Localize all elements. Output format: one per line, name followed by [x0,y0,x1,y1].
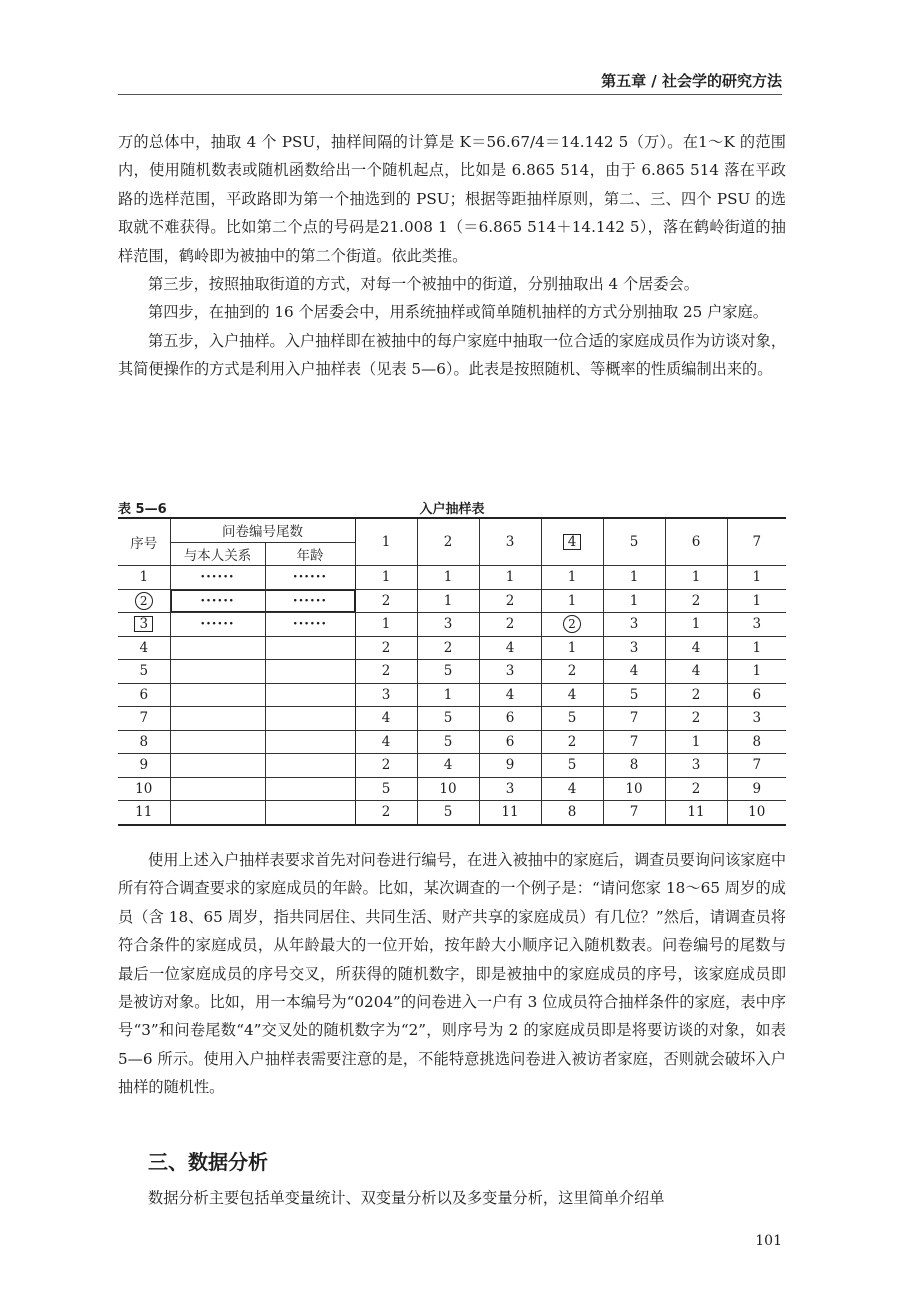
row-age: ······ [265,566,355,590]
random-number-cell: 1 [727,660,786,684]
random-number-cell: 6 [479,730,541,754]
random-number-cell: 5 [541,754,603,778]
header-age: 年龄 [265,542,355,566]
random-number-cell: 10 [727,801,786,825]
random-number-cell: 7 [603,801,665,825]
random-number-cell: 11 [479,801,541,825]
random-number-cell: 3 [479,660,541,684]
random-number-cell: 1 [355,566,417,590]
column-header: 2 [417,518,479,566]
row-age: ······ [265,589,355,613]
random-number-cell: 8 [603,754,665,778]
table-row [118,613,786,637]
row-seq: 9 [118,754,170,778]
header-seq: 序号 [118,518,170,566]
random-number-cell: 3 [727,707,786,731]
random-number-cell: 4 [665,660,727,684]
column-header-highlighted: 4 [541,518,603,566]
row-relation: ······ [170,566,265,590]
random-number-cell: 5 [417,707,479,731]
random-number-cell: 1 [417,683,479,707]
random-number-cell: 6 [727,683,786,707]
paragraph: 第四步，在抽到的 16 个居委会中，用系统抽样或简单随机抽样的方式分别抽取 25 户家庭。 [148,303,768,322]
household-sampling-table [118,517,786,826]
random-number-cell: 5 [417,801,479,825]
row-seq: 7 [118,707,170,731]
random-number-cell: 7 [727,754,786,778]
row-relation [170,801,265,825]
random-number-cell: 1 [355,613,417,637]
random-number-cell: 5 [603,683,665,707]
row-seq: 10 [118,777,170,801]
paragraph: 第三步，按照抽取街道的方式，对每一个被抽中的街道，分别抽取出 4 个居委会。 [148,275,699,294]
paragraph: 第五步，入户抽样。入户抽样即在被抽中的每户家庭中抽取一位合适的家庭成员作为访谈对象，其简便操作的方式是利用入户抽样表（见表 5—6）。此表是按照随机、等概率的性质编制出来的。 [118,331,786,379]
row-relation [170,683,265,707]
random-number-cell: 8 [727,730,786,754]
random-number-cell: 1 [541,636,603,660]
row-seq: 5 [118,660,170,684]
table-row [118,777,786,801]
random-number-cell: 6 [479,707,541,731]
random-number-cell: 2 [541,730,603,754]
random-number-cell: 3 [727,613,786,637]
paragraph-block-top [118,128,786,384]
row-seq: 3 [118,613,170,637]
random-number-cell: 3 [479,777,541,801]
random-number-cell: 1 [727,636,786,660]
random-number-cell: 4 [603,660,665,684]
random-number-cell: 2 [355,660,417,684]
random-number-cell: 5 [355,777,417,801]
random-number-cell: 5 [417,660,479,684]
random-number-cell: 4 [665,636,727,660]
random-number-cell: 5 [541,707,603,731]
random-number-cell: 3 [665,754,727,778]
random-number-cell: 11 [665,801,727,825]
random-number-cell: 1 [665,613,727,637]
row-relation: ······ [170,589,265,613]
paragraph-block-bottom [118,1184,786,1212]
table-row [118,683,786,707]
table-number: 表 5—6 [118,502,167,517]
table-row [118,707,786,731]
random-number-cell: 4 [355,730,417,754]
table-row [118,589,786,613]
random-number-cell: 1 [727,566,786,590]
table-caption [118,496,786,518]
random-number-cell: 3 [355,683,417,707]
row-age [265,801,355,825]
random-number-cell: 2 [417,636,479,660]
random-number-cell: 2 [541,660,603,684]
random-number-cell: 7 [603,707,665,731]
random-number-cell: 4 [479,636,541,660]
random-number-cell: 10 [417,777,479,801]
header-relation: 与本人关系 [170,542,265,566]
random-number-cell: 3 [603,636,665,660]
paragraph: 万的总体中，抽取 4 个 PSU，抽样间隔的计算是 K＝56.67/4＝14.142 5（万）。在1～K 的范围内，使用随机数表或随机函数给出一个随机起点，比如是 6.865 514，由于 6.865 514 落在平政路的选样范围，平政路即为第一个抽选到的 PSU；根据等距抽样原则，第二、三、四个 PSU 的选取就不难获得。比如第二个点的号码是21.008 1（＝6.865 514＋14.142 5），落在鹤岭街道的抽样范围，鹤岭即为被抽中的第二个街道。依此类推。 [118,133,786,265]
random-number-cell: 1 [417,589,479,613]
random-number-cell: 1 [727,589,786,613]
row-seq: 1 [118,566,170,590]
random-number-cell: 2 [355,754,417,778]
random-number-cell: 4 [541,777,603,801]
row-age [265,683,355,707]
table-row [118,730,786,754]
column-header: 3 [479,518,541,566]
random-number-cell: 2 [665,777,727,801]
random-number-cell: 1 [603,589,665,613]
table-row [118,754,786,778]
row-age [265,660,355,684]
table-row [118,566,786,590]
row-age [265,707,355,731]
row-relation [170,660,265,684]
random-number-cell: 9 [479,754,541,778]
column-header: 1 [355,518,417,566]
random-number-cell: 2 [665,707,727,731]
paragraph: 数据分析主要包括单变量统计、双变量分析以及多变量分析，这里简单介绍单 [148,1189,665,1207]
header-questionnaire-suffix: 问卷编号尾数 [170,518,355,542]
table-title: 入户抽样表 [419,502,485,517]
row-relation [170,707,265,731]
random-number-cell: 2 [479,589,541,613]
row-seq: 4 [118,636,170,660]
random-number-cell: 4 [479,683,541,707]
random-number-cell: 7 [603,730,665,754]
random-number-cell: 2 [479,613,541,637]
page-number: 101 [755,1233,782,1249]
random-number-cell: 4 [355,707,417,731]
row-age [265,730,355,754]
column-header: 7 [727,518,786,566]
random-number-cell: 5 [417,730,479,754]
random-number-cell: 1 [417,566,479,590]
table-row [118,660,786,684]
random-number-cell: 1 [479,566,541,590]
paragraph: 使用上述入户抽样表要求首先对问卷进行编号，在进入被抽中的家庭后，调查员要询问该家庭中所有符合调查要求的家庭成员的年龄。比如，某次调查的一个例子是：“请问您家 18～65 周岁的成员（含 18、65 周岁，指共同居住、共同生活、财产共享的家庭成员）有几位？”然后，请调查员将符合条件的家庭成员，从年龄最大的一位开始，按年龄大小顺序记入随机数表。问卷编号的尾数与最后一位家庭成员的序号交叉，所获得的随机数字，即是被抽中的家庭成员的序号，该家庭成员即是被访对象。比如，用一本编号为“0204”的问卷进入一户有 3 位成员符合抽样条件的家庭，表中序号“3”和问卷尾数“4”交叉处的随机数字为“2”，则序号为 2 的家庭成员即是将要访谈的对象，如表 5—6 所示。使用入户抽样表需要注意的是，不能特意挑选问卷进入被访者家庭，否则就会破坏入户抽样的随机性。 [118,851,786,1097]
random-number-cell: 3 [417,613,479,637]
random-number-cell: 2 [541,613,603,637]
table-row [118,801,786,825]
random-number-cell: 2 [355,589,417,613]
random-number-cell: 2 [665,683,727,707]
row-age [265,777,355,801]
row-relation: ······ [170,613,265,637]
running-header [118,68,782,95]
row-relation [170,777,265,801]
row-age: ······ [265,613,355,637]
row-seq: 8 [118,730,170,754]
random-number-cell: 1 [541,589,603,613]
random-number-cell: 8 [541,801,603,825]
paragraph-block-middle [118,846,786,1102]
running-title: 第五章 / 社会学的研究方法 [601,72,782,90]
row-relation [170,754,265,778]
random-number-cell: 3 [603,613,665,637]
table-row [118,636,786,660]
row-age [265,754,355,778]
random-number-cell: 2 [355,801,417,825]
row-relation [170,636,265,660]
random-number-cell: 1 [665,730,727,754]
random-number-cell: 9 [727,777,786,801]
random-number-cell: 1 [603,566,665,590]
column-header: 6 [665,518,727,566]
row-relation [170,730,265,754]
row-seq: 6 [118,683,170,707]
random-number-cell: 4 [541,683,603,707]
row-age [265,636,355,660]
random-number-cell: 1 [665,566,727,590]
random-number-cell: 4 [417,754,479,778]
random-number-cell: 2 [355,636,417,660]
random-number-cell: 2 [665,589,727,613]
column-header: 5 [603,518,665,566]
row-seq: 11 [118,801,170,825]
section-heading: 三、数据分析 [148,1150,268,1174]
row-seq: 2 [118,589,170,613]
random-number-cell: 1 [541,566,603,590]
random-number-cell: 10 [603,777,665,801]
